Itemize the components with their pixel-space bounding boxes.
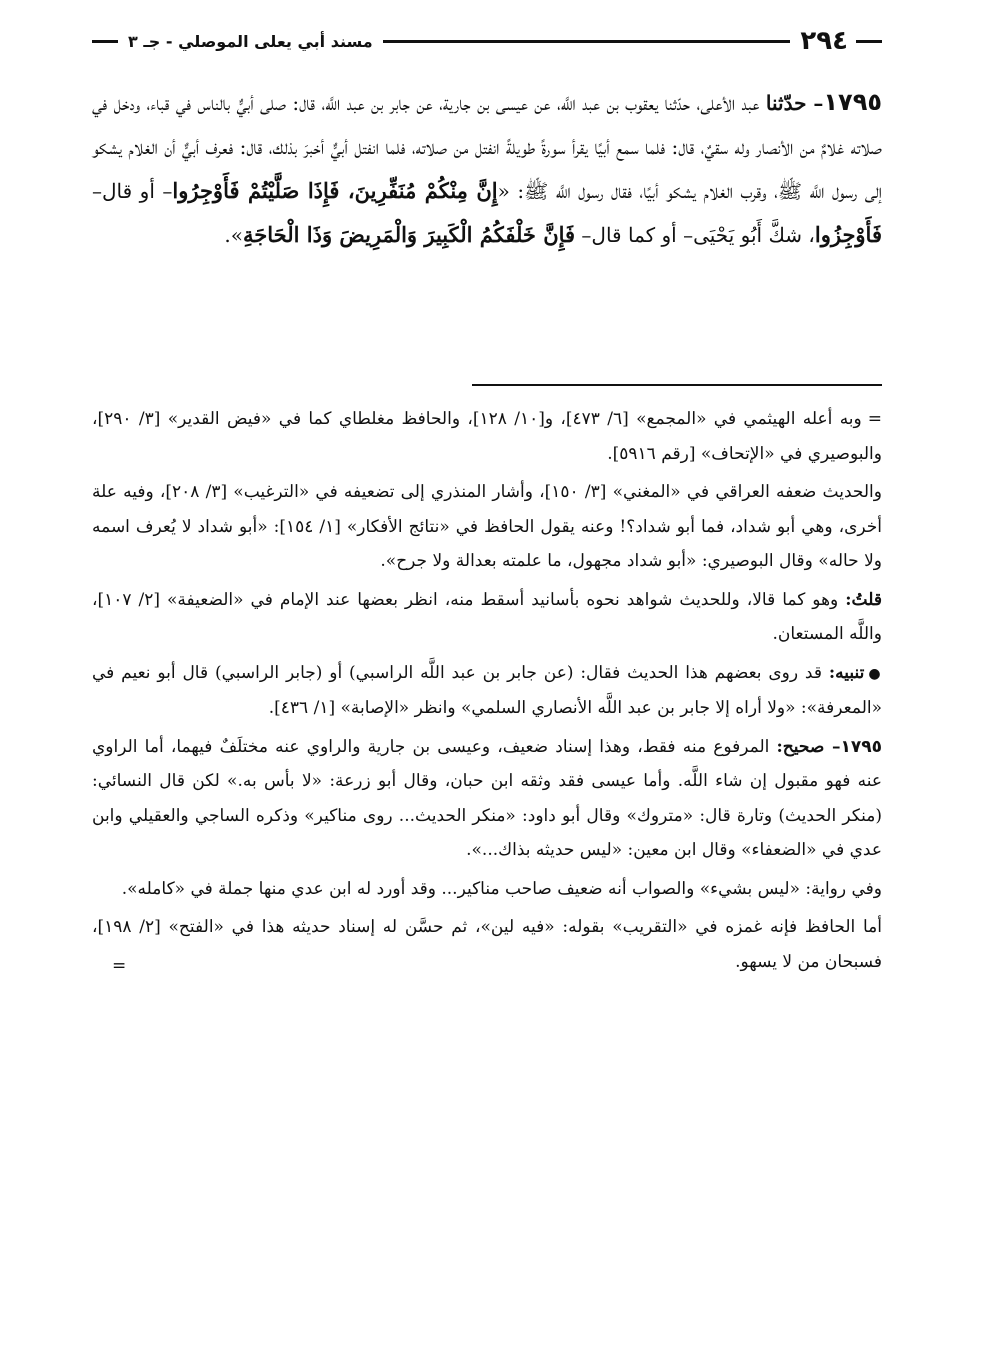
hadith-text-end: ». [224, 223, 244, 247]
header-dash [856, 40, 882, 43]
hadith-number: ١٧٩٥ [823, 88, 882, 116]
prophet-words: إِنَّ مِنْكُمْ مُنَفِّرِينَ، فَإِذَا صَلَّيْتُمْ فَأَوْجِرُوا [172, 178, 498, 203]
hadith-text-part: ، شكَّ أَبُو يَحْيَى– أو كما قال– [575, 223, 815, 247]
continuation-marker: = [867, 409, 882, 429]
footnote-text: والحديث ضعفه العراقي في «المغني» [٣/ ١٥٠]، وأشار المنذري إلى تضعيفه في «الترغيب» [٣/ ٢٠٨]، وفيه علة أخرى، وهي أبو شداد، فما أبو شداد؟! وعنه يقول الحافظ في «نتائج الأفكار» [١/ ١٥٤]: «أبو شداد لا يُعرف اسمه ولا حاله» وقال البوصيري: «أبو شداد مجهول، ما علمته بعدالة ولا جرح». [92, 482, 882, 571]
hadith-text [92, 80, 882, 257]
footnote-paragraph [92, 656, 882, 726]
prophet-words: فَأَوْجِزُوا [814, 222, 882, 247]
footnote-label: قلتُ: [845, 589, 882, 610]
footnote-label: تنبيه: [828, 662, 865, 683]
footnote-text: أما الحافظ فإنه غمزه في «التقريب» بقوله: «فيه لين»، ثم حسَّن له إسناد حديثه هذا في «الفتح» [٢/ ١٩٨]، فسبحان من لا يسهو. [92, 917, 882, 972]
footnote-separator [472, 384, 882, 386]
footnote-text: المرفوع منه فقط، وهذا إسناد ضعيف، وعيسى بن جارية والراوي عنه مختلَفٌ فيهما، أما الراوي عنه فهو مقبول إن شاء اللَّه. وأما عيسى فقد وثقه ابن حبان، وقال أبو زرعة: «لا بأس به.» لكن قال النسائي: (منكر الحديث) وتارة قال: «متروك» وقال أبو داود: «منكر الحديث... روى مناكير» وذكره الساجي والعقيلي وابن عدي في «الضعفاء» وقال ابن معين: «ليس حديثه بذاك...». [92, 736, 882, 860]
hadith-text-part: – أو قال– [92, 179, 173, 203]
footnote-number: ١٧٩٥ [840, 736, 882, 757]
header-rule [383, 40, 791, 43]
page-header [92, 24, 882, 58]
footnote-label: – صحيح: [776, 736, 841, 757]
running-title: مسند أبي يعلى الموصلي - جـ ٣ [128, 31, 373, 51]
bullet-icon: ● [868, 665, 883, 682]
footnote-paragraph [92, 730, 882, 868]
footnote-paragraph [92, 402, 882, 471]
footnote-paragraph [92, 872, 882, 907]
continuation-end-marker: = [112, 956, 127, 976]
footnote-text: قد روى بعضهم هذا الحديث فقال: (عن جابر بن عبد اللَّه الراسبي) أو (جابر الراسبي) قال أبو نعيم في «المعرفة»: «ولا أراه إلا جابر بن عبد اللَّه الأنصاري السلمي» وانظر «الإصابة» [١/ ٤٣٦]. [92, 662, 882, 718]
footnotes [92, 402, 882, 984]
footnote-text: وبه أعله الهيثمي في «المجمع» [٦/ ٤٧٣]، و[١٠/ ١٢٨]، والحافظ مغلطاي كما في «فيض القدير» [٣/ ٢٩٠]، والبوصيري في «الإتحاف» [رقم ٥٩١٦]. [92, 409, 882, 464]
footnote-text: وهو كما قالا، وللحديث شواهد نحوه بأسانيد أسقط منه، انظر بعضها عند الإمام في «الضعيفة» [٢/ ١٠٧]، واللَّه المستعان. [92, 589, 882, 644]
hadith-text-part: عبد الأعلى، حدّثنا يعقوب بن عبد اللَّه، عن عيسى بن جارية، عن جابر بن عبد اللَّه، قال: صلى أبيٌّ بالناس في قباء، ودخل في صلاته غلامٌ من الأنصار وله سقيٌ، قال: فلما سمع أبيًا يقرأ سورةً طويلةً انفتل من صلاته، فلما انفتل أبيٌّ أخبرَ بذلك، قال: فعرف أبيٌّ أن الغلام يشكو إلى رسول اللَّه ﷺ، وقرب الغلام يشكو أبيًا، فقال رسول اللَّه ﷺ: « [92, 91, 882, 203]
page-number: ٢٩٤ [800, 26, 848, 56]
isnad-opening: – حدّثنا [765, 91, 824, 115]
footnote-paragraph [92, 475, 882, 579]
footnote-paragraph [92, 583, 882, 652]
footnote-text: وفي رواية: «ليس بشيء» والصواب أنه ضعيف صاحب مناكير... وقد أورد له ابن عدي منها جملة في «كامله». [121, 878, 882, 899]
prophet-words: فَإِنَّ خَلْفَكُمُ الْكَبِيرَ وَالْمَرِيضَ وَذَا الْحَاجَةِ [243, 222, 576, 247]
header-dash [92, 40, 118, 43]
